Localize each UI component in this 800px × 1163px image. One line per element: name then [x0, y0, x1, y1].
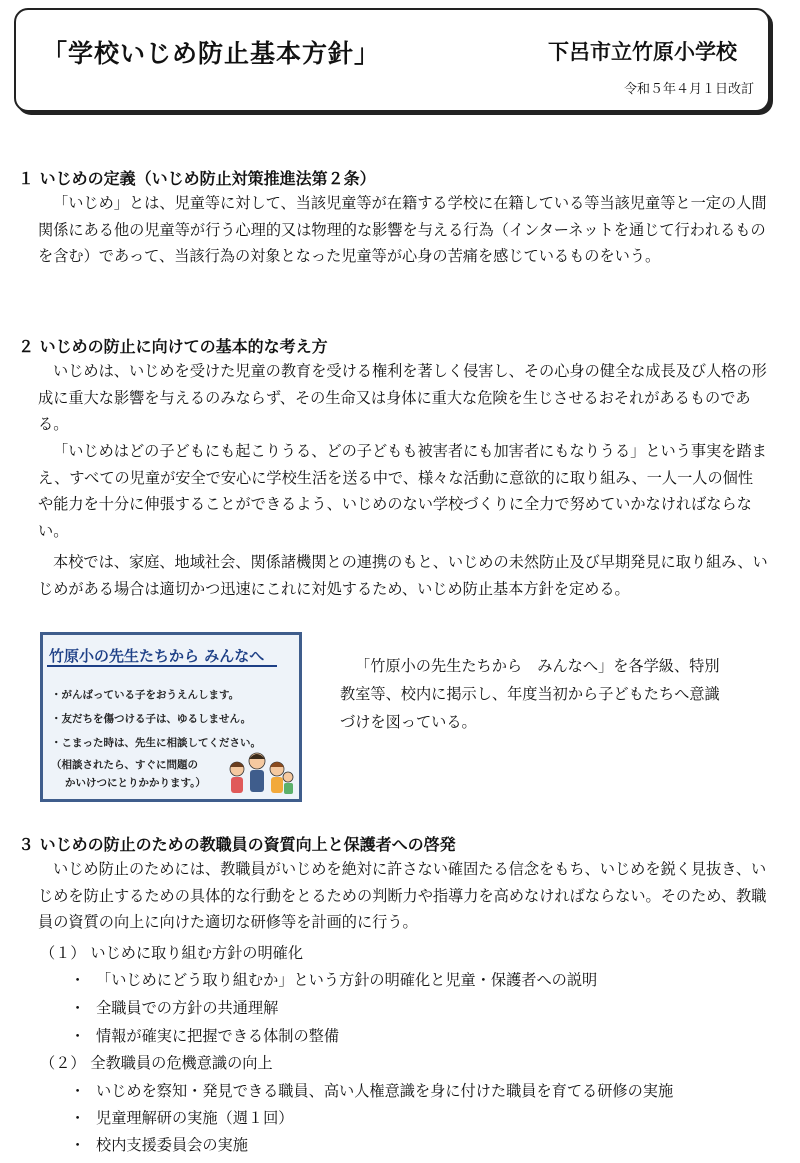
list-item: ・ いじめを察知・発見できる職員、高い人権意識を身に付けた職員を育てる研修の実施 [70, 1082, 674, 1100]
poster-line: ・がんばっている子をおうえんします。 [51, 689, 240, 701]
poster-caption: 「竹原小の先生たちから みんなへ」を各学級、特別教室等、校内に掲示し、年度当初から子どもたちへ意識づけを図っている。 [340, 657, 720, 731]
section-1-heading: １ いじめの定義（いじめ防止対策推進法第２条） [18, 169, 376, 188]
poster-line: ・友だちを傷つける子は、ゆるしません。 [51, 713, 252, 725]
list-item: ・ 「いじめにどう取り組むか」という方針の明確化と児童・保護者への説明 [70, 971, 598, 989]
header-box [14, 8, 770, 112]
subsection-1-label: （１） いじめに取り組む方針の明確化 [40, 944, 304, 962]
section-2-paragraph-1: いじめは、いじめを受けた児童の教育を受ける権利を著しく侵害し、その心身の健全な成長及び人格の形成に重大な影響を与えるのみならず、その生命又は身体に重大な危険を生じさせるおそれがあるものである。 [38, 362, 767, 433]
section-3-heading: ３ いじめの防止のための教職員の資質向上と保護者への啓発 [18, 835, 456, 854]
school-name: 下呂市立竹原小学校 [548, 40, 737, 64]
poster-image [40, 632, 302, 802]
list-item: ・ 情報が確実に把握できる体制の整備 [70, 1027, 339, 1045]
section-1-paragraph: 「いじめ」とは、児童等に対して、当該児童等が在籍する学校に在籍している等当該児童等と一定の人間関係にある他の児童等が行う心理的又は物理的な影響を与える行為（インターネットを通じて行われるものを含む）であって、当該行為の対象となった児童等が心身の苦痛を感じているものをいう。 [38, 194, 767, 265]
list-item: ・ 校内支援委員会の実施 [70, 1136, 248, 1154]
section-2-paragraph-3: 本校では、家庭、地域社会、関係諸機関との連携のもと、いじめの未然防止及び早期発見に取り組み、いじめがある場合は適切かつ迅速にこれに対処するため、いじめ防止基本方針を定める。 [38, 553, 768, 598]
poster-line: （相談されたら、すぐに問題の [51, 759, 198, 771]
poster-line: ・こまった時は、先生に相談してください。 [51, 737, 261, 749]
list-item: ・ 全職員での方針の共通理解 [70, 999, 279, 1017]
section-3-paragraph: いじめ防止のためには、教職員がいじめを絶対に許さない確固たる信念をもち、いじめを鋭く見抜き、いじめを防止するための具体的な行動をとるための判断力や指導力を高めなければならない。そのため、教職員の資質の向上に向けた適切な研修等を計画的に行う。 [38, 860, 767, 931]
poster-title: 竹原小の先生たちから みんなへ [49, 647, 265, 665]
section-2-heading: ２ いじめの防止に向けての基本的な考え方 [18, 337, 328, 356]
subsection-2-label: （２） 全教職員の危機意識の向上 [40, 1054, 273, 1072]
section-2-paragraph-2: 「いじめはどの子どもにも起こりうる、どの子どもも被害者にも加害者にもなりうる」という事実を踏まえ、すべての児童が安全で安心に学校生活を送る中で、様々な活動に意欲的に取り組み、一人一人の個性や能力を十分に伸張することができるよう、いじめのない学校づくりに全力で努めていかなければならない。 [38, 442, 767, 540]
children-illustration-icon [225, 747, 295, 797]
list-item: ・ 児童理解研の実施（週１回） [70, 1109, 294, 1127]
document-title: 「学校いじめ防止基本方針」 [42, 39, 381, 68]
poster-line: かいけつにとりかかります。） [65, 777, 206, 789]
revision-date: 令和５年４月１日改訂 [623, 82, 754, 97]
poster-underline [47, 665, 277, 667]
